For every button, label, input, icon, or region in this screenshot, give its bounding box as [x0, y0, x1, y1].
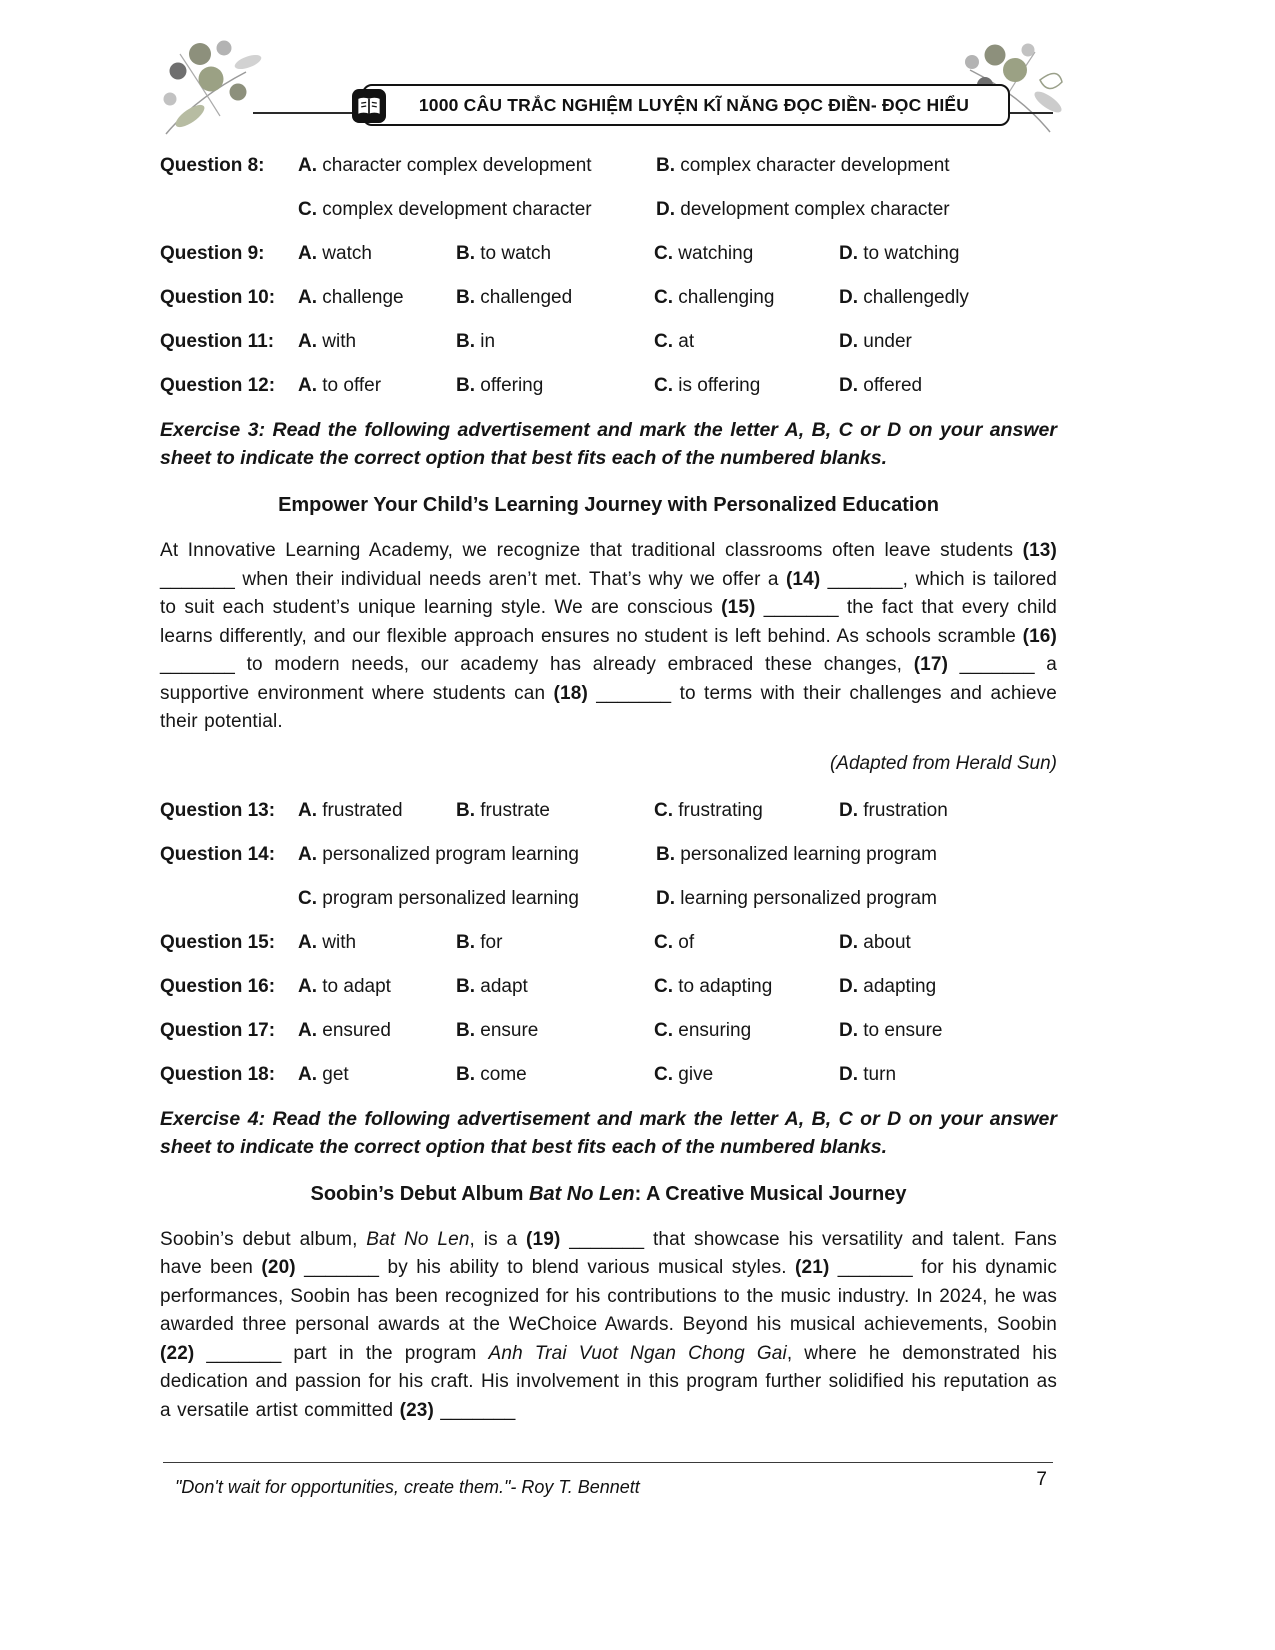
answer-option [456, 1061, 654, 1088]
answer-option [456, 328, 654, 355]
option-letter: C. [654, 375, 679, 396]
option-letter: B. [456, 1019, 481, 1041]
option-letter: B. [456, 975, 481, 997]
answer-option [654, 1017, 839, 1044]
answer-option [456, 797, 654, 824]
option-letter: C. [654, 1019, 679, 1041]
answer-option [298, 973, 456, 1000]
text-segment: (15) [721, 597, 756, 618]
option-letter: B. [456, 799, 481, 821]
option-letter: A. [298, 375, 323, 396]
text-segment: _______ for his dynamic performances, Soobin has been recognized for his contributions to the music industry. In 2024, he was awarded three personal awards at the WeChoice Awards. Beyond his musical achievements, Soobin [160, 1257, 1057, 1335]
answer-option [656, 152, 1057, 179]
option-letter: D. [839, 331, 864, 352]
option-letter: D. [839, 799, 864, 821]
book-icon [352, 89, 386, 123]
option-text: ensuring [678, 1019, 752, 1041]
option-text: adapting [863, 975, 937, 997]
text-segment: Bat No Len [529, 1182, 635, 1205]
text-segment: (20) [261, 1257, 296, 1278]
exercise-3-heading: Exercise 3: Read the following advertisement and mark the letter A, B, C or D on your answer sheet to indicate the correct option that best fits each of the numbered blanks. [160, 419, 1057, 469]
option-text: ensured [322, 1019, 391, 1041]
option-text: challenge [322, 287, 404, 308]
answer-option [839, 328, 1057, 355]
footer-row [163, 1463, 1053, 1498]
option-letter: B. [456, 243, 481, 264]
header-banner [362, 84, 1010, 126]
question-label [160, 885, 298, 912]
option-text: complex character development [680, 155, 950, 176]
option-letter: A. [298, 931, 323, 953]
text-segment: Anh Trai Vuot Ngan Chong Gai [488, 1342, 787, 1364]
option-text: challenging [678, 287, 775, 308]
option-letter: A. [298, 243, 323, 264]
text-segment: At Innovative Learning Academy, we recognize that traditional classrooms often leave students [160, 540, 1023, 561]
question-row [160, 152, 1057, 179]
question-label: Question 14: [160, 843, 276, 865]
option-text: to watching [863, 243, 960, 264]
answer-option [656, 885, 1057, 912]
option-text: watching [678, 243, 754, 264]
option-text: come [480, 1063, 527, 1085]
text-segment: _______ a supportive environment where students can [160, 654, 1057, 704]
answer-option [654, 797, 839, 824]
answer-option [839, 973, 1057, 1000]
option-letter: A. [298, 287, 323, 308]
answer-option [298, 328, 456, 355]
option-text: character complex development [322, 155, 592, 176]
answer-option [839, 372, 1057, 399]
option-text: program personalized learning [322, 887, 579, 909]
text-segment: _______ when their individual needs aren’t met. That’s why we offer a [160, 568, 786, 590]
question-row [160, 929, 1057, 956]
answer-option [456, 973, 654, 1000]
option-text: for [480, 931, 503, 953]
answer-option [654, 929, 839, 956]
option-text: with [322, 331, 357, 352]
option-text: development complex character [680, 199, 950, 220]
option-text: with [322, 931, 357, 953]
option-letter: C. [654, 799, 679, 821]
question-row [160, 1061, 1057, 1088]
answer-option [456, 929, 654, 956]
answer-option [654, 284, 839, 311]
answer-option [456, 240, 654, 267]
answer-option [839, 1061, 1057, 1088]
option-text: at [678, 331, 695, 352]
answer-option [654, 328, 839, 355]
question-label: Question 10: [160, 287, 276, 308]
answer-option [839, 284, 1057, 311]
option-text: offering [480, 375, 544, 396]
text-segment: (19) [526, 1228, 561, 1250]
answer-option [839, 929, 1057, 956]
page-number: 7 [1036, 1469, 1047, 1490]
answer-option [298, 885, 656, 912]
answer-option [298, 152, 656, 179]
text-segment: _______ to modern needs, our academy has already embraced these changes, [160, 654, 914, 675]
text-segment: _______ [433, 1399, 516, 1421]
text-segment: : A Creative Musical Journey [634, 1182, 907, 1205]
option-text: personalized program learning [322, 843, 579, 865]
option-letter: C. [298, 199, 323, 220]
answer-option [298, 196, 656, 223]
option-letter: A. [298, 155, 323, 176]
option-letter: D. [839, 243, 864, 264]
option-letter: B. [456, 931, 481, 953]
question-row [160, 196, 1057, 223]
page-header [0, 0, 1275, 150]
answer-option [298, 284, 456, 311]
option-letter: A. [298, 843, 323, 865]
answer-option [298, 841, 656, 868]
exercise-3-attribution: (Adapted from Herald Sun) [829, 752, 1057, 774]
option-letter: C. [654, 243, 679, 264]
answer-option [654, 240, 839, 267]
text-segment: Soobin’s Debut Album [310, 1182, 529, 1205]
answer-option [839, 1017, 1057, 1044]
option-letter: A. [298, 975, 323, 997]
answer-option [654, 372, 839, 399]
answer-option [298, 1061, 456, 1088]
footer-quote: "Don't wait for opportunities, create them."- Roy T. Bennett [175, 1477, 640, 1497]
answer-option [298, 372, 456, 399]
text-segment: (18) [553, 682, 588, 704]
option-letter: A. [298, 1063, 323, 1085]
option-text: under [863, 331, 912, 352]
question-set-1 [160, 152, 1057, 399]
option-text: ensure [480, 1019, 539, 1041]
text-segment: _______ to terms with their challenges and achieve their potential. [160, 682, 1057, 732]
exercise-4-passage-title [160, 1183, 1057, 1206]
answer-option [654, 1061, 839, 1088]
option-text: frustrate [480, 799, 550, 821]
question-label: Question 8: [160, 155, 265, 176]
option-text: adapt [480, 975, 528, 997]
option-text: to watch [480, 243, 552, 264]
question-row [160, 797, 1057, 824]
text-segment: (23) [399, 1399, 434, 1421]
text-segment: _______ by his ability to blend various musical styles. [295, 1257, 796, 1278]
option-letter: D. [839, 975, 864, 997]
option-text: challengedly [863, 287, 969, 308]
text-segment: _______ part in the program [194, 1342, 489, 1364]
option-letter: D. [656, 199, 681, 220]
answer-option [298, 929, 456, 956]
answer-option [654, 973, 839, 1000]
question-label [160, 196, 298, 223]
option-text: offered [863, 375, 923, 396]
text-segment: (21) [795, 1257, 830, 1278]
option-letter: B. [656, 843, 681, 865]
option-text: frustration [863, 799, 948, 821]
question-label: Question 12: [160, 375, 276, 396]
option-letter: D. [656, 887, 681, 909]
answer-option [298, 240, 456, 267]
text-segment: Soobin’s debut album, [160, 1228, 367, 1250]
text-segment: (22) [160, 1342, 195, 1364]
text-segment: _______ that showcase his versatility and talent. Fans have been [160, 1228, 1057, 1278]
option-text: challenged [480, 287, 573, 308]
option-letter: A. [298, 331, 323, 352]
text-segment: (16) [1022, 625, 1057, 647]
option-letter: D. [839, 375, 864, 396]
option-letter: C. [654, 1063, 679, 1085]
option-text: frustrated [322, 799, 403, 821]
answer-option [839, 240, 1057, 267]
option-letter: A. [298, 1019, 323, 1041]
option-letter: B. [656, 155, 681, 176]
answer-option [656, 841, 1057, 868]
option-letter: C. [654, 331, 679, 352]
option-text: turn [863, 1063, 897, 1085]
text-segment: (17) [913, 654, 949, 675]
option-text: give [678, 1063, 714, 1085]
option-text: to offer [322, 375, 382, 396]
option-letter: C. [298, 887, 323, 909]
answer-option [456, 372, 654, 399]
question-set-2 [160, 797, 1057, 1088]
question-label: Question 15: [160, 931, 276, 953]
option-letter: B. [456, 287, 481, 308]
question-label: Question 16: [160, 975, 276, 997]
option-text: learning personalized program [680, 887, 937, 909]
option-letter: D. [839, 287, 864, 308]
option-text: frustrating [678, 799, 763, 821]
exercise-4-heading: Exercise 4: Read the following advertisement and mark the letter A, B, C or D on your answer sheet to indicate the correct option that best fits each of the numbered blanks. [160, 1107, 1057, 1158]
option-text: about [863, 931, 911, 953]
question-label: Question 18: [160, 1063, 276, 1085]
page-content [160, 152, 1057, 1425]
question-label: Question 11: [160, 331, 275, 352]
option-text: watch [322, 243, 372, 264]
page-footer [163, 1462, 1053, 1498]
text-segment: (14) [785, 568, 821, 590]
banner-title: 1000 CÂU TRẮC NGHIỆM LUYỆN KĨ NĂNG ĐỌC ĐIỀN- ĐỌC HIỂU [418, 94, 970, 115]
question-row [160, 1017, 1057, 1044]
option-letter: C. [654, 975, 679, 997]
text-segment: , where he demonstrated his dedication and passion for his craft. His involvement in this program further solidified his reputation as a versatile artist committed [160, 1342, 1057, 1421]
option-text: of [678, 931, 695, 953]
option-text: personalized learning program [680, 843, 937, 865]
option-letter: B. [456, 375, 481, 396]
text-segment: (13) [1022, 540, 1057, 561]
text-segment: Bat No Len [366, 1228, 470, 1250]
option-letter: B. [456, 331, 481, 352]
question-label: Question 13: [160, 799, 276, 821]
question-row [160, 284, 1057, 311]
option-text: to adapting [678, 975, 773, 997]
text-segment: _______, which is tailored to suit each student’s unique learning style. We are conscious [160, 568, 1057, 618]
text-segment: , is a [469, 1228, 527, 1250]
decorative-flowers-left-icon [148, 36, 278, 146]
option-text: get [322, 1063, 349, 1085]
question-row [160, 372, 1057, 399]
answer-option [298, 797, 456, 824]
answer-option [456, 1017, 654, 1044]
option-text: in [480, 331, 496, 352]
option-letter: A. [298, 799, 323, 821]
option-letter: C. [654, 287, 679, 308]
question-row [160, 328, 1057, 355]
question-label: Question 9: [160, 243, 265, 264]
question-row [160, 885, 1057, 912]
option-text: to ensure [863, 1019, 943, 1041]
question-label: Question 17: [160, 1019, 276, 1041]
exercise-3-passage-title: Empower Your Child’s Learning Journey with Personalized Education [278, 494, 939, 516]
exercise-3-passage [160, 537, 1057, 737]
exercise-4-passage [160, 1226, 1057, 1426]
text-segment: _______ the fact that every child learns differently, and our flexible approach ensures no student is left behind. As schools scramble [160, 597, 1057, 647]
option-text: complex development character [322, 199, 592, 220]
option-text: to adapt [322, 975, 391, 997]
option-letter: C. [654, 931, 679, 953]
option-letter: D. [839, 931, 864, 953]
option-letter: B. [456, 1063, 481, 1085]
question-row [160, 240, 1057, 267]
answer-option [656, 196, 1057, 223]
option-text: is offering [678, 375, 761, 396]
question-row [160, 841, 1057, 868]
question-row [160, 973, 1057, 1000]
answer-option [456, 284, 654, 311]
option-letter: D. [839, 1019, 864, 1041]
answer-option [839, 797, 1057, 824]
option-letter: D. [839, 1063, 864, 1085]
answer-option [298, 1017, 456, 1044]
